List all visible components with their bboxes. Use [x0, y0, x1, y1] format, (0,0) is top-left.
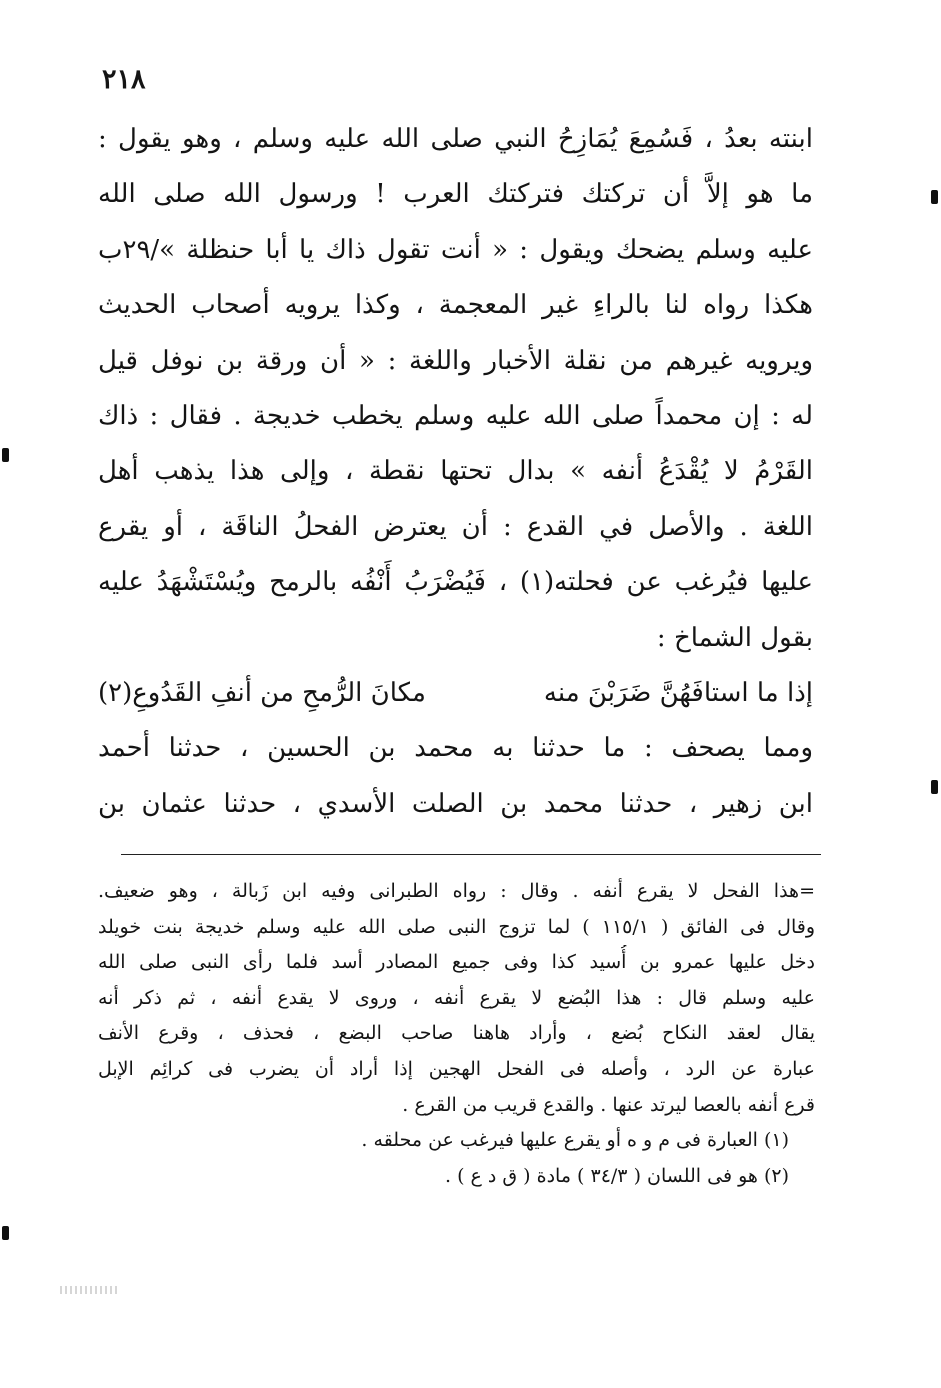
text-line: ابنته بعدُ ، فَسُمِعَ يُمَازِحُ النبي صلى الله عليه وسلم ، وهو يقول :	[98, 124, 813, 154]
footnote-line: عبارة عن الرد ، وأصله فى الفحل الهجين إذا أراد أن يضرب فى كرائِم الإبل	[98, 1057, 815, 1080]
footnote-line: عليه وسلم قال : هذا البُضع لا يقرع أنفه ، وروى لا يقدع أنفه ، ثم ذكر أنه	[98, 986, 815, 1009]
binding-mark	[931, 780, 938, 794]
text-line: ما هو إلاَّ أن تركتك فتركتك العرب ! ورسول الله صلى الله	[98, 179, 813, 210]
scan-stamp	[60, 1286, 118, 1294]
binding-mark	[2, 1226, 9, 1240]
page-number: ٢١٨	[102, 64, 146, 95]
footnote-line: وقال فى الفائق ( ١١٥/١ ) لما تزوج النبى صلى الله عليه وسلم خديجة بنت خويلد	[98, 915, 815, 938]
binding-mark	[2, 448, 9, 462]
footnote-1: (١) العبارة فى م و ه أو يقرع عليها فيرغب عن محلقه .	[361, 1129, 789, 1152]
text-line: ابن زهير ، حدثنا محمد بن الصلت الأسدي ، حدثنا عثمان بن	[98, 788, 813, 819]
footnotes-section	[98, 874, 815, 1194]
verse-second-hemistich: مكانَ الرُّمحِ من أنفِ القَدُوعِ(٢)	[98, 677, 426, 708]
footnote-line: قرع أنفه بالعصا ليرتد عنها . والقدع قريب من القرع .	[402, 1093, 815, 1116]
text-line: اللغة . والأصل في القدع : أن يعترض الفحلُ الناقَة ، أو يقرع	[98, 511, 813, 542]
footnote-line: يقال لعقد النكاح بُضع ، وأراد هاهنا صاحب البضع ، فحذف ، وقرع الأنف	[98, 1022, 815, 1045]
text-line: عليه وسلم يضحك ويقول : « أنت تقول ذاك يا أبا حنظلة »/٢٩ب	[98, 234, 813, 265]
text-line: له : إن محمداً صلى الله عليه وسلم يخطب خديجة . فقال : ذاك	[98, 400, 813, 431]
text-line: بقول الشماخ :	[656, 622, 813, 653]
text-line: عليها فيُرغب عن فحلته(١) ، فَيُضْرَبُ أَنْفُه بالرمح ويُسْتَشْهَدُ عليه	[98, 567, 813, 598]
text-line: القَرْمُ لا يُقْدَعُ أنفه » بدال تحتها نقطة ، وإلى هذا يذهب أهل	[98, 456, 813, 487]
binding-mark	[931, 190, 938, 204]
verse-first-hemistich: إذا ما استافَهُنَّ ضَرَبْنَ منه	[543, 677, 813, 708]
footnote-2: (٢) هو فى اللسان ( ٣٤/٣ ) مادة ( ق د ع ) .	[444, 1164, 789, 1187]
poetry-verse	[98, 666, 813, 721]
main-text	[98, 112, 813, 832]
text-line: ويرويه غيرهم من نقلة الأخبار واللغة : « أن ورقة بن نوفل قيل	[98, 345, 813, 376]
text-line: هكذا رواه لنا بالراءِ غير المعجمة ، وكذا يرويه أصحاب الحديث	[98, 290, 813, 321]
footnote-line: =هذا الفحل لا يقرع أنفه . وقال : رواه الطبرانى وفيه ابن زَبالة ، وهو ضعيف.	[98, 880, 815, 902]
text-line: ومما يصحف : ما حدثنا به محمد بن الحسين ، حدثنا أحمد	[98, 733, 813, 764]
footnote-separator	[121, 854, 821, 855]
footnote-line: دخل عليها عمرو بن أُسيد كذا وفى جميع المصادر أسد فلما رأى النبى صلى الله	[98, 951, 815, 974]
